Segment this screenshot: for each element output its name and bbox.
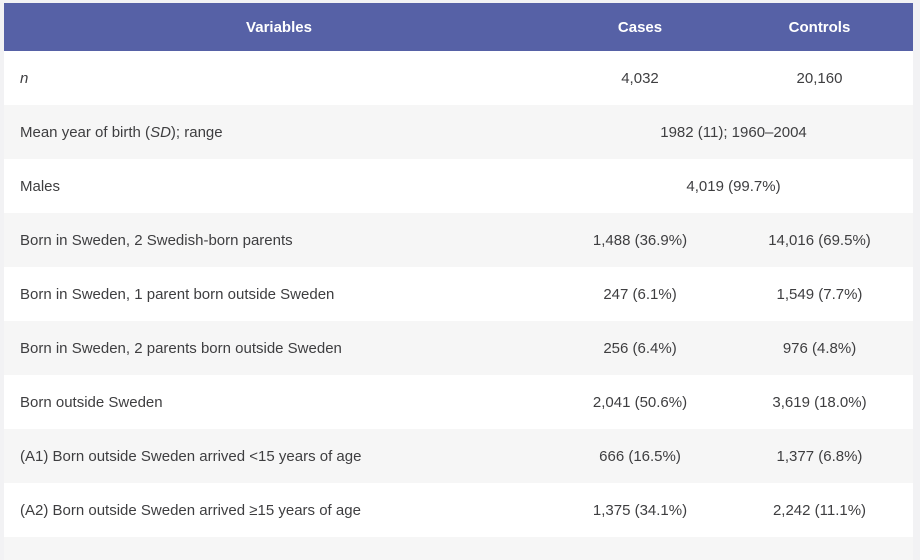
- cases-value: 4,032: [621, 69, 659, 87]
- row-label-text: Mean year of birth (: [20, 123, 151, 141]
- table-row-partial-clipped: [4, 537, 913, 560]
- row-label-italic: SD: [150, 123, 171, 141]
- row-label: [4, 340, 554, 357]
- cases-value: 1,488 (36.9%): [592, 231, 688, 249]
- cases-value: 666 (16.5%): [599, 447, 681, 465]
- table-row: [4, 267, 913, 321]
- table-row: [4, 213, 913, 267]
- controls-value: 2,242 (11.1%): [772, 501, 867, 519]
- row-label-text: Born outside Sweden: [20, 393, 163, 411]
- controls-value: 1,377 (6.8%): [776, 447, 863, 465]
- cases-value: 256 (6.4%): [603, 339, 677, 357]
- merged-value: 1982 (11); 1960–2004: [660, 123, 807, 141]
- table-row: [4, 51, 913, 105]
- row-label: [4, 394, 554, 411]
- controls-value: 14,016 (69.5%): [768, 231, 871, 249]
- table-row: [4, 429, 913, 483]
- row-label: [4, 178, 554, 195]
- row-label: [4, 448, 554, 465]
- controls-value: 976 (4.8%): [782, 339, 857, 357]
- cases-value: 1,375 (34.1%): [592, 501, 688, 519]
- table-row: [4, 321, 913, 375]
- row-label: [4, 286, 554, 303]
- row-label-text: (A1) Born outside Sweden arrived <15 years of age: [20, 447, 362, 465]
- row-label: [4, 124, 554, 141]
- column-header-variables: Variables: [246, 18, 312, 36]
- controls-value: 20,160: [796, 69, 843, 87]
- table-row: [4, 159, 913, 213]
- row-label-text: Males: [20, 177, 61, 195]
- column-header-controls: Controls: [788, 18, 851, 36]
- merged-value: 4,019 (99.7%): [686, 177, 781, 195]
- row-label: [4, 232, 554, 249]
- cases-value: 2,041 (50.6%): [592, 393, 688, 411]
- row-label-text: Born in Sweden, 1 parent born outside Sweden: [20, 285, 335, 303]
- column-header-cases: Cases: [617, 18, 663, 36]
- row-label: [4, 70, 554, 87]
- row-label: [4, 502, 554, 519]
- row-label-text: Born in Sweden, 2 Swedish-born parents: [20, 231, 293, 249]
- controls-value: 1,549 (7.7%): [776, 285, 863, 303]
- table-row: [4, 105, 913, 159]
- row-label-text: ); range: [170, 123, 223, 141]
- table-row: [4, 483, 913, 537]
- statistics-table: [4, 3, 913, 560]
- controls-value: 3,619 (18.0%): [772, 393, 867, 411]
- table-row: [4, 375, 913, 429]
- table-header-row: [4, 3, 913, 51]
- row-label-text: (A2) Born outside Sweden arrived ≥15 years of age: [20, 501, 361, 519]
- row-label-text: Born in Sweden, 2 parents born outside Sweden: [20, 339, 342, 357]
- row-label-italic: n: [20, 69, 29, 87]
- cases-value: 247 (6.1%): [603, 285, 677, 303]
